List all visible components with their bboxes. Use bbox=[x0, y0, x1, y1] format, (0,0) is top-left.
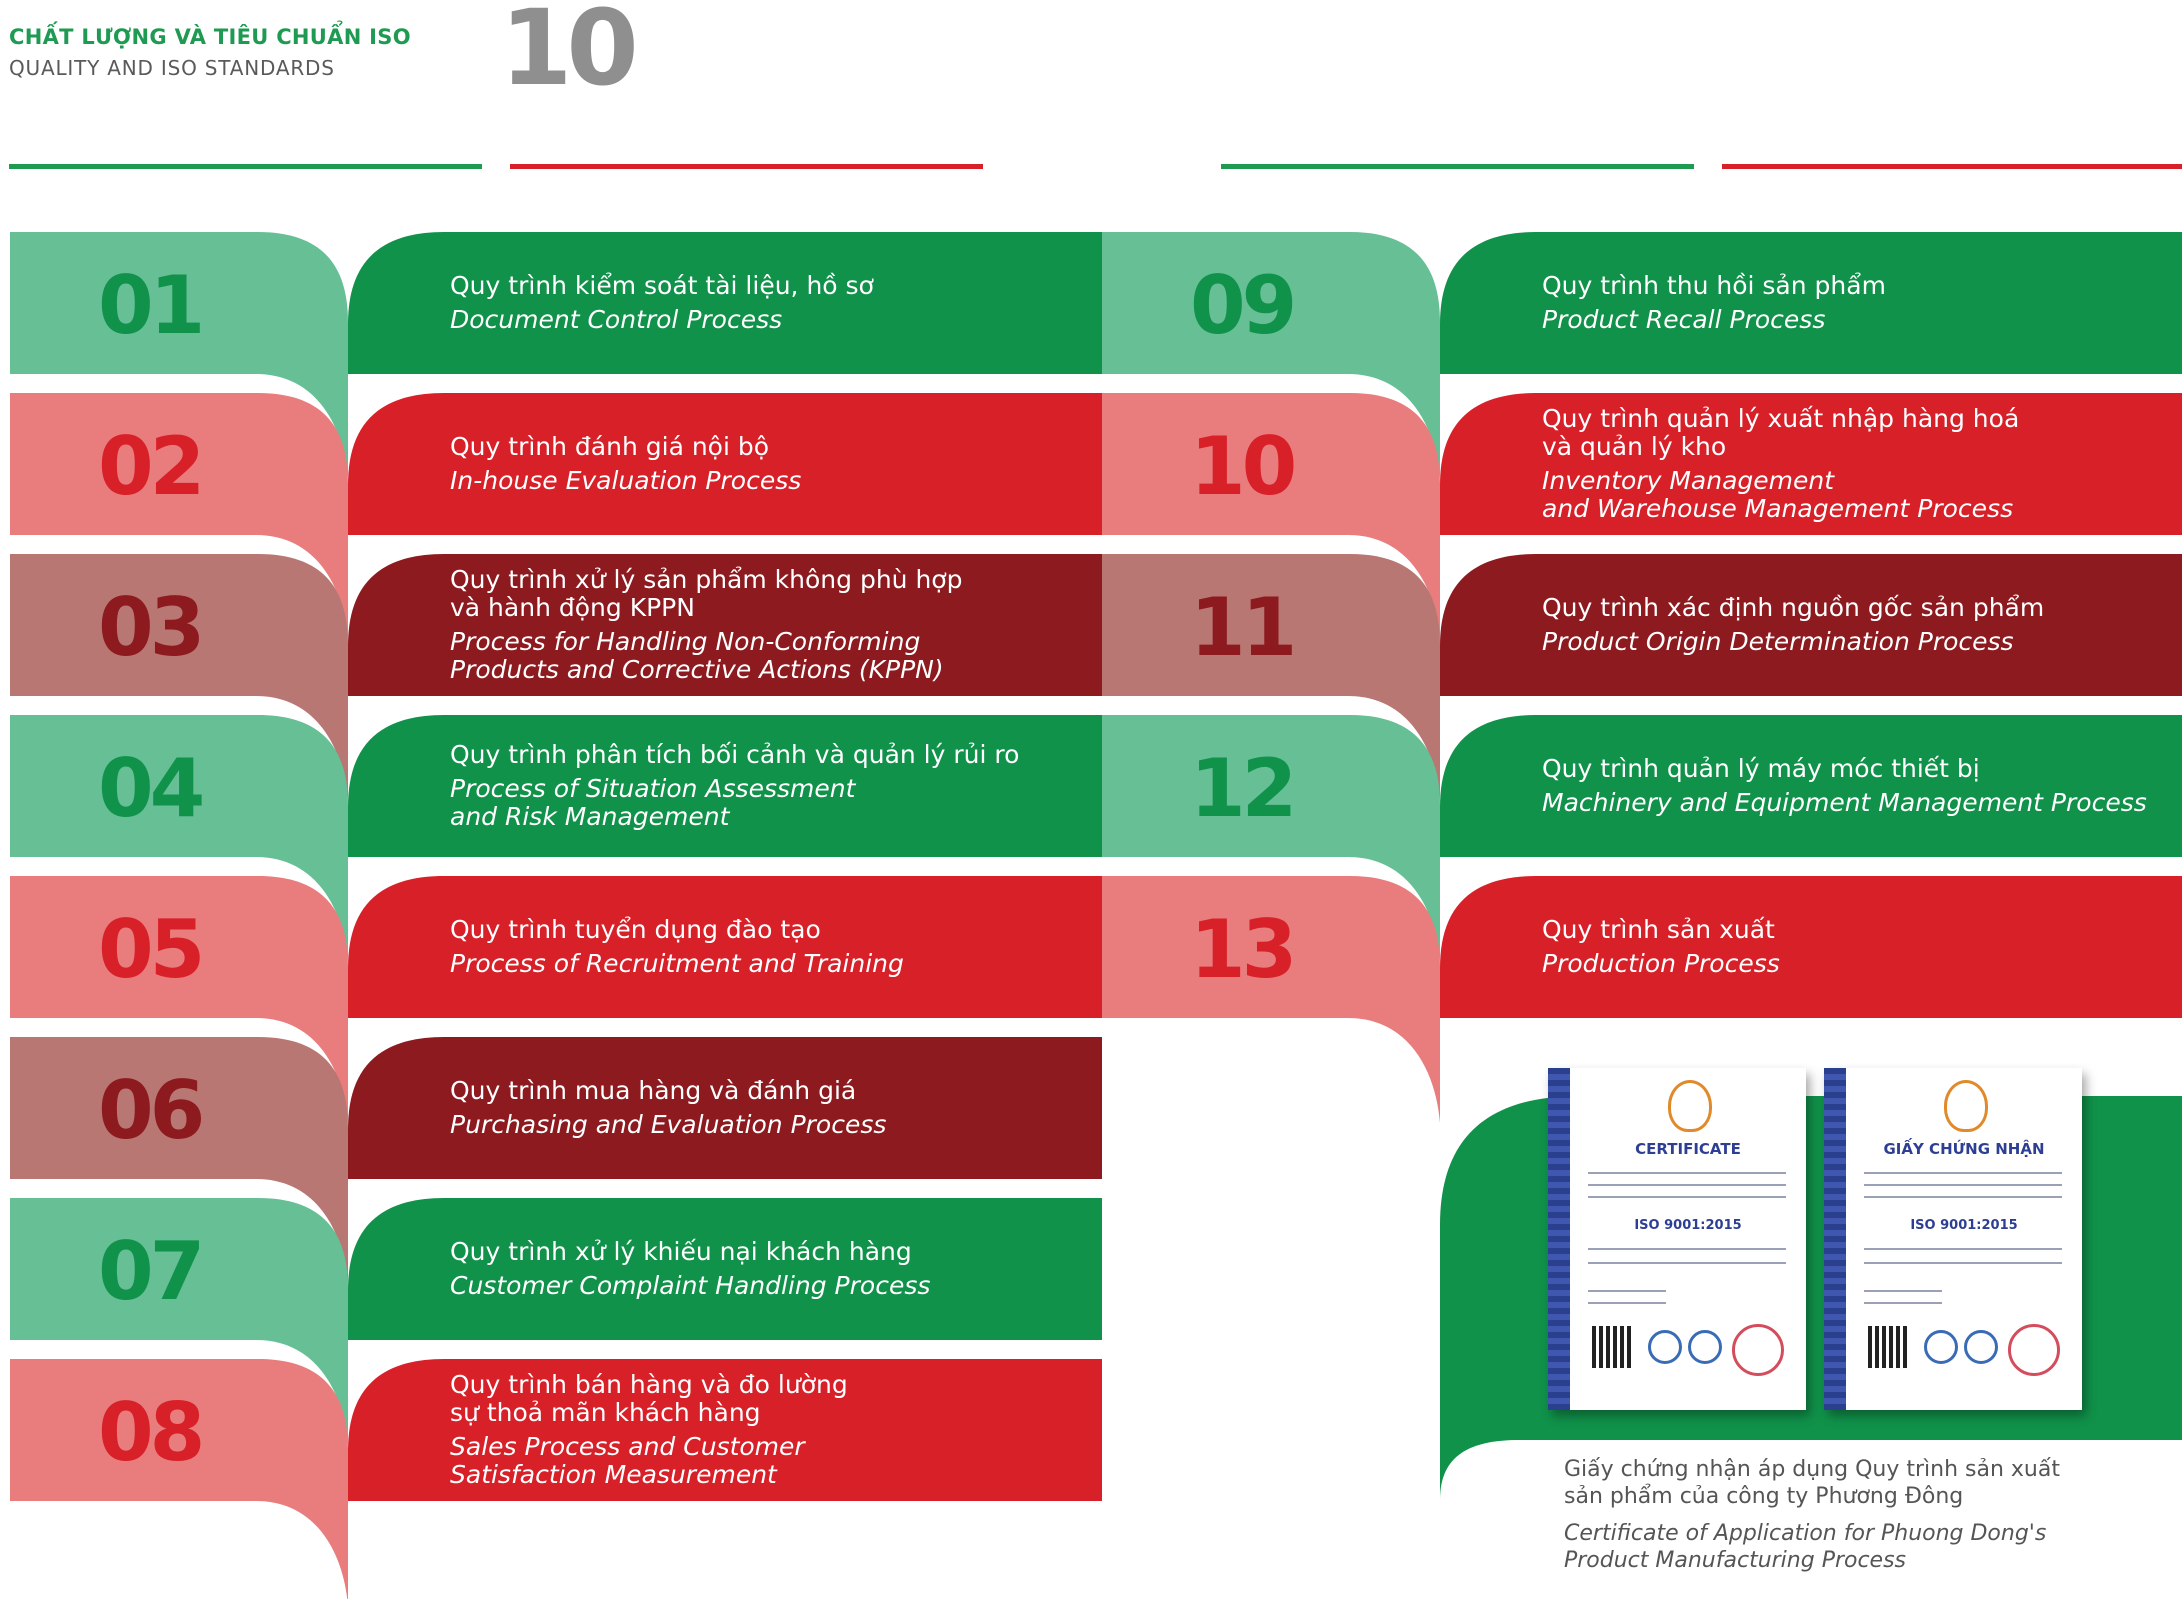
process-title bbox=[450, 554, 962, 696]
accreditation-logo-icon bbox=[1648, 1330, 1682, 1364]
certificate-text-line bbox=[1588, 1172, 1786, 1174]
certificate-title: GIẤY CHỨNG NHẬN bbox=[1883, 1140, 2045, 1158]
process-number: 07 bbox=[98, 1225, 202, 1318]
certificate-caption bbox=[1564, 1456, 2060, 1574]
process-title bbox=[1542, 393, 2019, 535]
process-title bbox=[450, 393, 801, 535]
process-title-vi: Quy trình xử lý sản phẩm không phù hợp và hành động KPPN bbox=[450, 565, 963, 622]
qr-code-icon bbox=[1592, 1326, 1634, 1368]
caption-vi: Giấy chứng nhận áp dụng Quy trình sản xuất sản phẩm của công ty Phương Đông bbox=[1564, 1457, 2060, 1509]
certificate-vietnamese bbox=[1824, 1068, 2082, 1410]
process-title-en: Process for Handling Non-Conforming Products and Corrective Actions (KPPN) bbox=[450, 627, 944, 684]
header-title-vi: CHẤT LƯỢNG VÀ TIÊU CHUẨN ISO bbox=[9, 25, 411, 49]
accreditation-logo-icon bbox=[1688, 1330, 1722, 1364]
process-number: 01 bbox=[98, 259, 202, 352]
process-title bbox=[1542, 715, 2147, 857]
certificate-text-line bbox=[1864, 1172, 2062, 1174]
process-title bbox=[1542, 876, 1780, 1018]
process-title-vi: Quy trình đánh giá nội bộ bbox=[450, 432, 770, 461]
process-title-vi: Quy trình kiểm soát tài liệu, hồ sơ bbox=[450, 271, 874, 300]
process-title-en: Machinery and Equipment Management Process bbox=[1542, 788, 2147, 817]
process-title-en: Customer Complaint Handling Process bbox=[450, 1271, 931, 1300]
process-title-en: Document Control Process bbox=[450, 305, 783, 334]
process-title-vi: Quy trình bán hàng và đo lường sự thoả mãn khách hàng bbox=[450, 1370, 848, 1427]
process-title-en: Product Origin Determination Process bbox=[1542, 627, 2014, 656]
process-title bbox=[1542, 232, 1886, 374]
caption-en: Certificate of Application for Phuong Dong's Product Manufacturing Process bbox=[1564, 1521, 2047, 1573]
certificate-text-line bbox=[1588, 1302, 1666, 1304]
process-number: 12 bbox=[1190, 742, 1294, 835]
process-number: 03 bbox=[98, 581, 202, 674]
process-title-vi: Quy trình phân tích bối cảnh và quản lý rủi ro bbox=[450, 740, 1020, 769]
certificate-seal-icon bbox=[1668, 1080, 1712, 1132]
certificate-text-line bbox=[1864, 1184, 2062, 1186]
certificate-text-line bbox=[1864, 1302, 1942, 1304]
process-number: 04 bbox=[98, 742, 202, 835]
certificate-text-line bbox=[1588, 1196, 1786, 1198]
certificate-text-line bbox=[1588, 1262, 1786, 1264]
certificate-text-line bbox=[1588, 1248, 1786, 1250]
header-title-en: QUALITY AND ISO STANDARDS bbox=[9, 56, 335, 80]
process-title bbox=[450, 1359, 848, 1501]
process-title-vi: Quy trình xác định nguồn gốc sản phẩm bbox=[1542, 593, 2045, 622]
process-title-en: Inventory Management and Warehouse Management Process bbox=[1542, 466, 2014, 523]
accreditation-logo-icon bbox=[1964, 1330, 1998, 1364]
process-number: 02 bbox=[98, 420, 202, 513]
certificate-standard: ISO 9001:2015 bbox=[1910, 1218, 2018, 1233]
certificate-title: CERTIFICATE bbox=[1635, 1140, 1741, 1158]
process-title bbox=[450, 876, 904, 1018]
process-number: 11 bbox=[1190, 581, 1294, 674]
certificate-stamp-icon bbox=[2008, 1324, 2060, 1376]
process-title bbox=[450, 715, 1019, 857]
certificate-text-line bbox=[1864, 1262, 2062, 1264]
process-number: 06 bbox=[98, 1064, 202, 1157]
process-title bbox=[1542, 554, 2044, 696]
qr-code-icon bbox=[1868, 1326, 1910, 1368]
process-number: 13 bbox=[1190, 903, 1294, 996]
process-title-en: Production Process bbox=[1542, 949, 1780, 978]
certificate-text-line bbox=[1864, 1290, 1942, 1292]
certificate-border bbox=[1548, 1068, 1570, 1410]
process-title bbox=[450, 232, 874, 374]
process-title-vi: Quy trình sản xuất bbox=[1542, 915, 1775, 944]
process-number: 10 bbox=[1190, 420, 1294, 513]
process-number: 08 bbox=[98, 1386, 202, 1479]
process-title bbox=[450, 1198, 930, 1340]
accreditation-logo-icon bbox=[1924, 1330, 1958, 1364]
process-title-en: In-house Evaluation Process bbox=[450, 466, 802, 495]
process-title-en: Process of Recruitment and Training bbox=[450, 949, 904, 978]
process-number: 09 bbox=[1190, 259, 1294, 352]
certificate-seal-icon bbox=[1944, 1080, 1988, 1132]
process-title-vi: Quy trình xử lý khiếu nại khách hàng bbox=[450, 1237, 912, 1266]
process-title-vi: Quy trình quản lý máy móc thiết bị bbox=[1542, 754, 1980, 783]
process-title-en: Product Recall Process bbox=[1542, 305, 1826, 334]
certificate-standard: ISO 9001:2015 bbox=[1634, 1218, 1742, 1233]
process-title-en: Purchasing and Evaluation Process bbox=[450, 1110, 887, 1139]
process-title-en: Process of Situation Assessment and Risk Management bbox=[450, 774, 856, 831]
certificate-text-line bbox=[1588, 1184, 1786, 1186]
process-title-vi: Quy trình mua hàng và đánh giá bbox=[450, 1076, 857, 1105]
certificate-stamp-icon bbox=[1732, 1324, 1784, 1376]
certificate-text-line bbox=[1864, 1196, 2062, 1198]
page-number: 10 bbox=[500, 0, 633, 109]
process-number: 05 bbox=[98, 903, 202, 996]
certificate-english bbox=[1548, 1068, 1806, 1410]
process-title-en: Sales Process and Customer Satisfaction Measurement bbox=[450, 1432, 805, 1489]
process-title-vi: Quy trình quản lý xuất nhập hàng hoá và quản lý kho bbox=[1542, 404, 2020, 461]
certificate-text-line bbox=[1588, 1290, 1666, 1292]
certificate-text-line bbox=[1864, 1248, 2062, 1250]
process-title-vi: Quy trình tuyển dụng đào tạo bbox=[450, 915, 821, 944]
process-title-vi: Quy trình thu hồi sản phẩm bbox=[1542, 271, 1886, 300]
certificate-border bbox=[1824, 1068, 1846, 1410]
process-title bbox=[450, 1037, 886, 1179]
